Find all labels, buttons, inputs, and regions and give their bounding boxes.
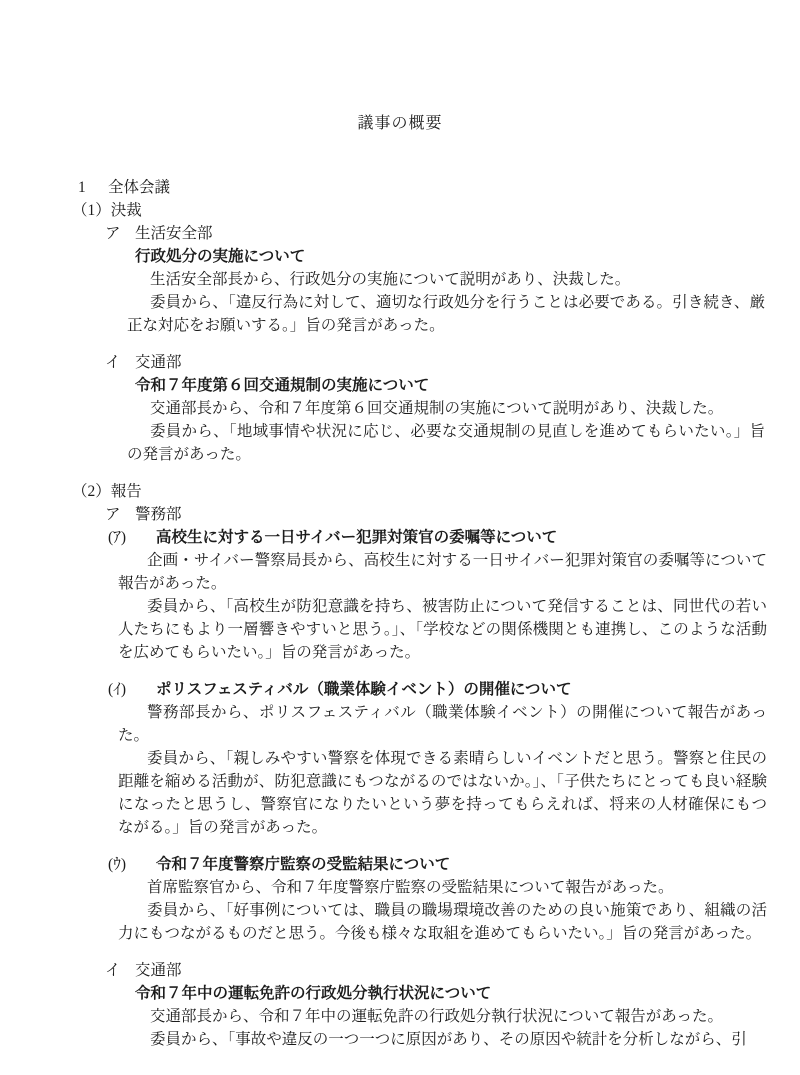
outline-item-1-number: 1: [78, 179, 86, 196]
report-item-2-heading: [108, 678, 800, 701]
report-item-2-marker: (ｲ): [108, 681, 127, 698]
report-item-2-paragraph-1: 警務部長から、ポリスフェスティバル（職業体験イベント）の開催について報告があった。: [118, 704, 767, 744]
section-spacer: [0, 839, 800, 853]
topic-1b-title: 令和７年度第６回交通規制の実施について: [135, 377, 430, 394]
section-spacer: [0, 337, 800, 351]
section-spacer: [0, 466, 800, 480]
topic-2b-paragraph-1: 交通部長から、令和７年中の運転免許の行政処分執行状況について報告があった。: [150, 1008, 724, 1025]
subsection-2a-heading: [105, 503, 800, 526]
report-item-3-title: 令和７年度警察庁監察の受監結果について: [156, 856, 451, 873]
report-item-3-paragraph-1: 首席監察官から、令和７年度警察庁監察の受監結果について報告があった。: [147, 879, 674, 896]
report-item-2-paragraph-2: 委員から、「親しみやすい警察を体現できる素晴らしいイベントだと思う。警察と住民の距離を縮める活動が、防犯意識にもつながるのではないか。」、「子供たちにとっても良い経験になったと思うし、警察官になりたいという夢を持ってもらえれば、将来の人材確保にもつながる。」旨の発言があった。: [118, 750, 767, 836]
outline-item-1: [78, 176, 800, 199]
section-1-number: （1）: [72, 202, 111, 219]
subsection-2b-dept: 交通部: [135, 962, 182, 979]
topic-1a-title: 行政処分の実施について: [135, 248, 306, 265]
section-spacer: [0, 664, 800, 678]
report-item-3-marker: (ｳ): [108, 856, 127, 873]
subsection-2b-heading: [105, 959, 800, 982]
report-item-1-paragraph-1: 企画・サイバー警察局長から、高校生に対する一日サイバー犯罪対策官の委嘱等について報告があった。: [118, 552, 767, 592]
subsection-1a-dept: 生活安全部: [135, 225, 213, 242]
report-item-3-paragraph-2: 委員から、「好事例については、職員の職場環境改善のための良い施策であり、組織の活力にもつながるものだと思う。今後も様々な取組を進めてもらいたい。」旨の発言があった。: [118, 902, 767, 942]
topic-1b-paragraph-1: 交通部長から、令和７年度第６回交通規制の実施について説明があり、決裁した。: [150, 400, 724, 417]
subsection-1b-dept: 交通部: [135, 354, 182, 371]
outline-item-1-label: 全体会議: [108, 179, 171, 196]
subsection-1a-heading: [105, 222, 800, 245]
subsection-2a-number: ア: [105, 506, 121, 523]
report-item-1-marker: (ｱ): [108, 529, 127, 546]
topic-1a-paragraph-1: 生活安全部長から、行政処分の実施について説明があり、決裁した。: [150, 271, 631, 288]
topic-1a-paragraph-2: 委員から、「違反行為に対して、適切な行政処分を行うことは必要である。引き続き、厳正な対応をお願いする。」旨の発言があった。: [127, 294, 765, 334]
subsection-2a-dept: 警務部: [135, 506, 182, 523]
subsection-1a-number: ア: [105, 225, 121, 242]
subsection-1b-heading: [105, 351, 800, 374]
report-item-1-title: 高校生に対する一日サイバー犯罪対策官の委嘱等について: [156, 529, 558, 546]
subsection-1b-number: イ: [105, 354, 121, 371]
page-title: 議事の概要: [357, 115, 443, 132]
report-item-1-paragraph-2: 委員から、「高校生が防犯意識を持ち、被害防止について発信することは、同世代の若い人たちにもより一層響きやすいと思う。」、「学校などの関係機関とも連携し、このような活動を広めてもらいたい。」旨の発言があった。: [118, 598, 767, 661]
subsection-2b-number: イ: [105, 962, 121, 979]
report-item-2-title: ポリスフェスティバル（職業体験イベント）の開催について: [156, 681, 572, 698]
section-2-label: 報告: [110, 483, 142, 500]
topic-2b-title: 令和７年中の運転免許の行政処分執行状況について: [135, 985, 492, 1002]
report-item-1-heading: [108, 526, 800, 549]
topic-2b-paragraph-2: 委員から、「事故や違反の一つ一つに原因があり、その原因や統計を分析しながら、引: [150, 1031, 747, 1048]
section-2-heading: [72, 480, 800, 503]
section-spacer: [0, 945, 800, 959]
section-1-label: 決裁: [110, 202, 142, 219]
topic-1b-paragraph-2: 委員から、「地域事情や状況に応じ、必要な交通規制の見直しを進めてもらいたい。」旨の発言があった。: [127, 423, 765, 463]
section-1-heading: [72, 199, 800, 222]
report-item-3-heading: [108, 853, 800, 876]
section-2-number: （2）: [72, 483, 111, 500]
